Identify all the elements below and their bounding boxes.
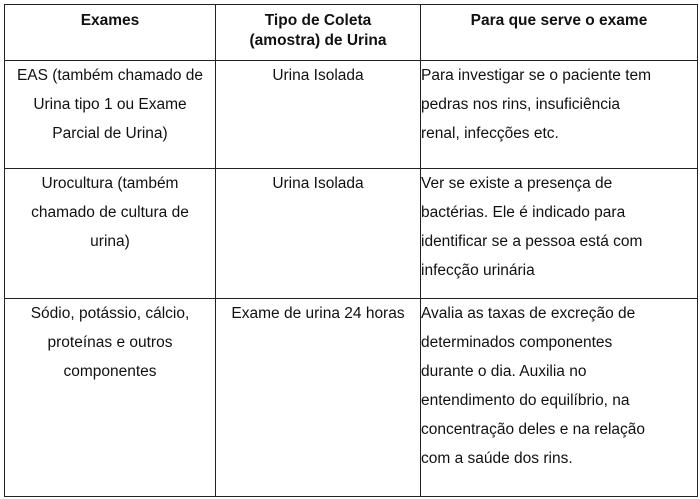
purpose-line: bactérias. Ele é indicado para bbox=[421, 204, 626, 221]
exam-line: chamado de cultura de bbox=[31, 204, 189, 221]
cell-exam bbox=[5, 61, 216, 169]
cell-purpose bbox=[421, 61, 698, 169]
purpose-line: com a saúde dos rins. bbox=[421, 450, 573, 467]
table-row bbox=[5, 61, 698, 169]
table-row bbox=[5, 299, 698, 497]
exam-line: proteínas e outros bbox=[47, 334, 173, 351]
exam-line: componentes bbox=[63, 363, 157, 380]
exam-line: Urocultura (também bbox=[41, 175, 179, 192]
cell-exam bbox=[5, 169, 216, 299]
purpose-line: infecção urinária bbox=[421, 262, 535, 279]
exam-line: urina) bbox=[90, 233, 130, 250]
purpose-line: Avalia as taxas de excreção de bbox=[421, 305, 636, 322]
cell-purpose bbox=[421, 299, 698, 497]
purpose-line: Para investigar se o paciente tem bbox=[421, 67, 652, 84]
collection-text: Urina Isolada bbox=[272, 67, 364, 84]
cell-purpose bbox=[421, 169, 698, 299]
exam-line: EAS (também chamado de bbox=[16, 67, 204, 84]
exams-table bbox=[4, 4, 698, 497]
table-row bbox=[5, 169, 698, 299]
header-collection-type bbox=[216, 5, 421, 61]
collection-text: Urina Isolada bbox=[272, 175, 364, 192]
purpose-line: determinados componentes bbox=[421, 334, 613, 351]
purpose-line: Ver se existe a presença de bbox=[421, 175, 613, 192]
purpose-line: entendimento do equilíbrio, na bbox=[421, 392, 630, 409]
exam-line: Parcial de Urina) bbox=[52, 125, 168, 142]
purpose-line: concentração deles e na relação bbox=[421, 421, 646, 438]
purpose-line: renal, infecções etc. bbox=[421, 125, 559, 142]
purpose-line: pedras nos rins, insuficiência bbox=[421, 96, 621, 113]
exam-line: Urina tipo 1 ou Exame bbox=[33, 96, 187, 113]
header-exams bbox=[5, 5, 216, 61]
purpose-line: durante o dia. Auxilia no bbox=[421, 363, 587, 380]
table-header-row bbox=[5, 5, 698, 61]
exam-line: Sódio, potássio, cálcio, bbox=[30, 305, 190, 322]
cell-collection bbox=[216, 169, 421, 299]
header-purpose-label: Para que serve o exame bbox=[470, 12, 648, 29]
cell-exam bbox=[5, 299, 216, 497]
header-collection-type-line-1: Tipo de Coleta bbox=[264, 12, 372, 29]
cell-collection bbox=[216, 61, 421, 169]
purpose-line: identificar se a pessoa está com bbox=[421, 233, 643, 250]
header-purpose bbox=[421, 5, 698, 61]
collection-text: Exame de urina 24 horas bbox=[231, 305, 405, 322]
header-collection-type-line-2: (amostra) de Urina bbox=[249, 32, 387, 49]
header-exams-label: Exames bbox=[80, 12, 140, 29]
cell-collection bbox=[216, 299, 421, 497]
